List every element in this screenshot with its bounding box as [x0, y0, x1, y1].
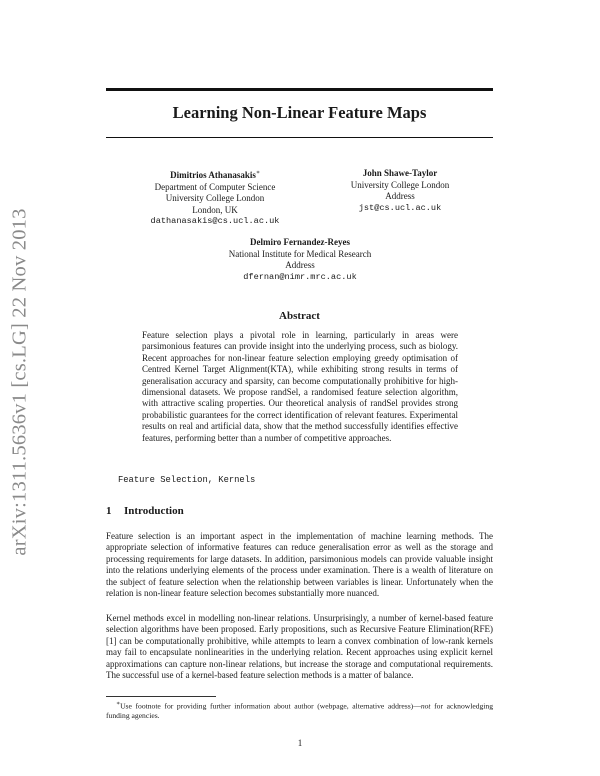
- paper-title: Learning Non-Linear Feature Maps: [172, 103, 427, 122]
- author-affiliation: University College London: [165, 193, 265, 203]
- section-title: Introduction: [124, 505, 184, 517]
- author-email[interactable]: dfernan@nimr.mrc.ac.uk: [243, 271, 357, 282]
- author-affiliation: London, UK: [192, 204, 238, 215]
- title-rule-bottom: [106, 137, 493, 138]
- footnote: [106, 700, 493, 721]
- author-name: Dimitrios Athanasakis: [170, 170, 256, 180]
- author-email[interactable]: jst@cs.ucl.ac.uk: [358, 202, 442, 213]
- footnote-emphasis: not: [420, 701, 431, 711]
- arxiv-stamp: [0, 0, 40, 776]
- abstract-heading: Abstract: [279, 310, 320, 322]
- keywords: Feature Selection, Kernels: [118, 475, 256, 485]
- author-email[interactable]: dathanasakis@cs.ucl.ac.uk: [150, 216, 280, 226]
- arxiv-stamp-text: arXiv:1311.5636v1 [cs.LG] 22 Nov 2013: [8, 208, 31, 556]
- title-rule-top: [106, 88, 493, 91]
- footnote-text-before: Use footnote for providing further information about author (webpage, alternative address)—: [120, 701, 421, 711]
- page-number: 1: [297, 738, 303, 748]
- author-block-1: [140, 168, 290, 228]
- author-block-2: [325, 168, 475, 214]
- abstract-body: Feature selection plays a pivotal role in learning, particularly in areas were parsimonious features can provide insight into the underlying process, such as biology. Recent approaches for non-linear feature selection employing greedy optimisation of Centred Kernel Target Alignment(KTA), while exhibiting strong results in terms of generalisation accuracy and sparsity, can become computationally prohibitive for high-dimensional datasets. We propose randSel, a randomised feature selection algorithm, with attractive scaling properties. Our theoretical analysis of randSel provides strong probabilistic guarantees for the correct identification of relevant features. Experimental results on real and artificial data, show that the method successfully identifies effective features, performing better than a number of competitive approaches.: [142, 330, 458, 443]
- author-affiliation: Address: [385, 191, 415, 201]
- section-number: 1: [106, 505, 112, 517]
- author-name: Delmiro Fernandez-Reyes: [249, 237, 351, 247]
- intro-paragraph-2: Kernel methods excel in modelling non-linear relations. Unsurprisingly, a number of kernel-based feature selection algorithms have been proposed. Early propositions, such as Recursive Feature Elimination(RFE) [1] can be computationally prohibitive, while attempts to learn a convex combination of low-rank kernels may fail to encapsulate nonlinearities in the underlying relation. Recent approaches using explicit kernel approximations can capture non-linear relations, but increase the storage and computational requirements. The successful use of a kernel-based feature selection methods is a matter of balance.: [106, 613, 493, 681]
- author-affiliation: University College London: [350, 179, 450, 190]
- author-block-3: [220, 237, 380, 283]
- author-affiliation: Address: [285, 260, 315, 270]
- footnote-mark: ∗: [255, 170, 260, 176]
- author-name: John Shawe-Taylor: [362, 168, 438, 178]
- author-affiliation: Department of Computer Science: [154, 181, 276, 192]
- author-affiliation: National Institute for Medical Research: [228, 248, 372, 259]
- footnote-mark: ∗: [116, 701, 121, 707]
- footnote-text-after: for acknowledging funding agencies.: [106, 701, 493, 721]
- section-heading: [106, 505, 184, 517]
- footnote-rule: [106, 696, 216, 697]
- intro-paragraph-1: Feature selection is an important aspect in the implementation of machine learning methods. The appropriate selection of informative features can reduce generalisation error as well as the storage and processing requirements for large datasets. In addition, parsimonious models can provide valuable insight into the relations underlying elements of the process under examination. There is a wealth of literature on the subject of feature selection when the relationship between variables is linear. Unfortunately when the relation is non-linear feature selection becomes substantially more nuanced.: [106, 531, 493, 599]
